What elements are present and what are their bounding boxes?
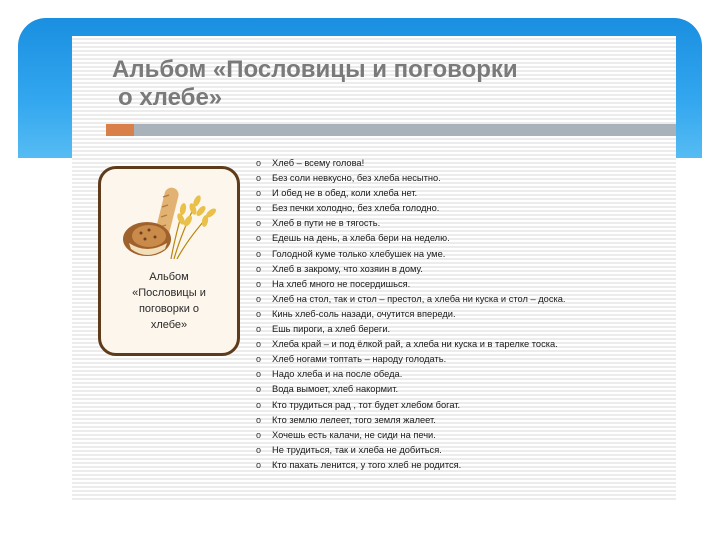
proverb-text: Кто трудиться рад , тот будет хлебом богат. (272, 399, 461, 410)
slide-title (112, 56, 652, 112)
list-item (254, 458, 566, 473)
list-item (254, 352, 566, 367)
bullet-icon: o (256, 414, 262, 425)
bullet-icon: o (256, 444, 262, 455)
list-item (254, 367, 566, 382)
proverb-text: Голодной куме только хлебушек на уме. (272, 248, 446, 259)
bullet-icon: o (256, 173, 262, 184)
proverb-text: Без соли невкусно, без хлеба несытно. (272, 173, 441, 184)
proverb-text: Ешь пироги, а хлеб береги. (272, 324, 391, 335)
proverb-text: Хлеб – всему голова! (272, 158, 365, 168)
proverb-text: Хлеб ногами топтать – народу голодать. (272, 354, 447, 365)
bullet-icon: o (256, 429, 262, 440)
bullet-icon: o (256, 263, 262, 274)
bullet-icon: o (256, 369, 262, 380)
bullet-icon: o (256, 233, 262, 244)
list-item (254, 413, 566, 428)
slide-content (72, 36, 676, 502)
bullet-icon: o (256, 218, 262, 229)
title-line-2: о хлебе» (118, 84, 223, 111)
bullet-icon: o (256, 384, 262, 395)
proverb-text: Едешь на день, а хлеба бери на неделю. (272, 233, 450, 244)
list-item (254, 262, 566, 277)
bullet-icon: o (256, 354, 262, 365)
bullet-icon: o (256, 188, 262, 199)
list-item (254, 382, 566, 397)
bullet-icon: o (256, 248, 262, 259)
caption-line: хлебе» (150, 319, 188, 331)
bullet-icon: o (256, 339, 262, 350)
list-item (254, 322, 566, 337)
list-item (254, 156, 566, 171)
list-item (254, 171, 566, 186)
proverb-text: И обед не в обед, коли хлеба нет. (272, 188, 418, 199)
album-card (98, 166, 240, 356)
title-divider (134, 124, 676, 136)
bullet-icon: o (256, 158, 262, 168)
proverb-text: На хлеб много не посердишься. (272, 278, 411, 289)
title-line-1: Альбом «Пословицы и поговорки (112, 56, 518, 83)
bread-wheat-icon (119, 179, 219, 261)
proverb-text: Без печки холодно, без хлеба голодно. (272, 203, 440, 214)
proverb-text: Надо хлеба и на после обеда. (272, 369, 403, 380)
list-item (254, 292, 566, 307)
bullet-icon: o (256, 278, 262, 289)
proverb-text: Хочешь есть калачи, не сиди на печи. (272, 429, 436, 440)
bullet-icon: o (256, 459, 262, 470)
bullet-icon: o (256, 203, 262, 214)
list-item (254, 307, 566, 322)
album-caption (105, 269, 233, 333)
proverb-text: Хлеб в пути не в тягость. (272, 218, 381, 229)
proverb-text: Хлеб на стол, так и стол – престол, а хлеба ни куска и стол – доска. (272, 293, 566, 304)
caption-line: Альбом (149, 271, 189, 283)
bullet-icon: o (256, 308, 262, 319)
proverb-text: Хлеб в закрому, что хозяин в дому. (272, 263, 423, 274)
list-item (254, 201, 566, 216)
proverb-text: Не трудиться, так и хлеба не добиться. (272, 444, 442, 455)
proverb-list (254, 156, 566, 473)
list-item (254, 443, 566, 458)
proverb-text: Кинь хлеб-соль назади, очутится впереди. (272, 308, 456, 319)
bullet-icon: o (256, 399, 262, 410)
list-item (254, 428, 566, 443)
list-item (254, 337, 566, 352)
list-item (254, 186, 566, 201)
list-item (254, 231, 566, 246)
proverb-text: Кто пахать ленится, у того хлеб не родится. (272, 459, 462, 470)
caption-line: «Пословицы и (132, 287, 206, 299)
list-item (254, 398, 566, 413)
list-item (254, 247, 566, 262)
list-item (254, 277, 566, 292)
proverb-text: Хлеба край – и под ёлкой рай, а хлеба ни куска и в тарелке тоска. (272, 339, 558, 350)
bullet-icon: o (256, 293, 262, 304)
list-item (254, 216, 566, 231)
caption-line: поговорки о (138, 303, 200, 315)
proverb-text: Вода вымоет, хлеб накормит. (272, 384, 399, 395)
title-accent-bar (106, 124, 134, 136)
proverb-text: Кто землю лелеет, того земля жалеет. (272, 414, 436, 425)
bullet-icon: o (256, 324, 262, 335)
